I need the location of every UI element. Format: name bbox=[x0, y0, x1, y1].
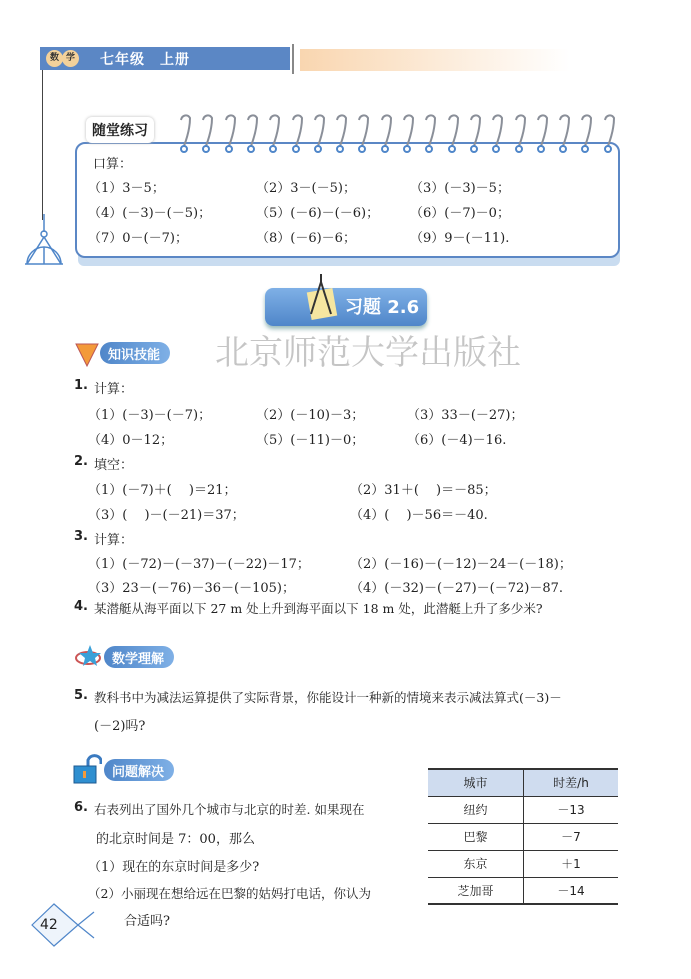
question-item: （3）( )－(－21)＝37； bbox=[88, 508, 245, 523]
question-item: （5）(－11)－0； bbox=[256, 433, 365, 448]
spiral-binding-icon bbox=[557, 108, 571, 158]
question-item: （3）23－(－76)－36－(－105)； bbox=[88, 581, 295, 596]
table-cell: －14 bbox=[523, 877, 618, 904]
spiral-binding-icon bbox=[267, 108, 281, 158]
question-text: 教科书中为减法运算提供了实际背景，你能设计一种新的情境来表示减法算式(－3)－ bbox=[94, 690, 562, 705]
question-title: 计算： bbox=[94, 382, 134, 397]
practice-item: （9）9－(－11). bbox=[410, 231, 510, 246]
question-item: （1）(－3)－(－7)； bbox=[88, 408, 212, 423]
spiral-binding-icon bbox=[535, 108, 549, 158]
table-cell: ＋1 bbox=[523, 850, 618, 877]
question-item: （4）( )－56＝－40. bbox=[350, 508, 488, 523]
table-cell: 纽约 bbox=[428, 796, 523, 823]
question-item: （1）现在的东京时间是多少? bbox=[88, 860, 260, 875]
table-cell: 巴黎 bbox=[428, 823, 523, 850]
header-bar bbox=[40, 47, 290, 70]
question-item: （4）(－32)－(－27)－(－72)－87. bbox=[350, 581, 564, 596]
compass-icon bbox=[303, 272, 339, 322]
header-decoration bbox=[300, 49, 570, 71]
table-header: 城市 bbox=[428, 769, 523, 796]
spiral-binding-icon bbox=[223, 108, 237, 158]
question-number: 1. bbox=[74, 378, 88, 393]
section-problem-solving: 问题解决 bbox=[104, 759, 174, 781]
table-cell: －13 bbox=[523, 796, 618, 823]
question-text: 右表列出了国外几个城市与北京的时差. 如果现在 bbox=[94, 802, 365, 817]
subject-badge: 数 bbox=[46, 50, 63, 67]
question-item: （2）(－10)－3； bbox=[256, 408, 365, 423]
question-item: （1）(－7)＋( )＝21； bbox=[88, 483, 237, 498]
question-item: （4）0－12； bbox=[88, 433, 174, 448]
practice-label: 随堂练习 bbox=[86, 117, 154, 143]
table-row bbox=[428, 877, 618, 904]
spiral-binding-icon bbox=[423, 108, 437, 158]
spiral-binding-icon bbox=[356, 108, 370, 158]
page-number: 42 bbox=[40, 917, 58, 933]
table-row bbox=[428, 850, 618, 877]
practice-item: （2）3－(－5)； bbox=[256, 181, 356, 196]
exercise-banner bbox=[265, 288, 427, 326]
question-title: 填空： bbox=[94, 458, 134, 473]
practice-intro: 口算： bbox=[93, 157, 133, 172]
question-item: 合适吗? bbox=[124, 914, 170, 929]
compass-tower-icon bbox=[22, 212, 66, 267]
spiral-binding-icon bbox=[334, 108, 348, 158]
spiral-binding-icon bbox=[446, 108, 460, 158]
practice-item: （4）(－3)－(－5)； bbox=[88, 206, 212, 221]
spiral-binding-icon bbox=[379, 108, 393, 158]
question-text: 的北京时间是 7：00，那么 bbox=[96, 832, 255, 847]
spiral-binding-icon bbox=[513, 108, 527, 158]
question-number: 3. bbox=[74, 529, 88, 544]
exercise-title: 习题 2.6 bbox=[345, 297, 420, 318]
spiral-binding-icon bbox=[178, 108, 192, 158]
practice-item: （6）(－7)－0； bbox=[410, 206, 510, 221]
question-text: (－2)吗? bbox=[94, 719, 146, 734]
practice-item: （1）3－5； bbox=[88, 181, 165, 196]
publisher-watermark: 北京师范大学出版社 bbox=[215, 333, 521, 373]
practice-item: （5）(－6)－(－6)； bbox=[256, 206, 380, 221]
table-cell: －7 bbox=[523, 823, 618, 850]
question-item: （2）小丽现在想给远在巴黎的姑妈打电话，你认为 bbox=[88, 886, 371, 901]
spiral-binding-icon bbox=[579, 108, 593, 158]
table-cell: 东京 bbox=[428, 850, 523, 877]
section-math-understanding: 数学理解 bbox=[104, 646, 174, 668]
question-item: （1）(－72)－(－37)－(－22)－17； bbox=[88, 557, 310, 572]
spiral-binding-icon bbox=[312, 108, 326, 158]
table-row bbox=[428, 823, 618, 850]
book-title: 七年级 上册 bbox=[100, 52, 190, 68]
question-item: （6）(－4)－16. bbox=[407, 433, 507, 448]
spiral-binding-icon bbox=[401, 108, 415, 158]
table-row bbox=[428, 796, 618, 823]
spiral-binding-icon bbox=[200, 108, 214, 158]
question-text: 某潜艇从海平面以下 27 m 处上升到海平面以下 18 m 处，此潜艇上升了多少米? bbox=[94, 601, 543, 616]
question-number: 6. bbox=[74, 800, 88, 815]
table-cell: 芝加哥 bbox=[428, 877, 523, 904]
time-difference-table bbox=[428, 768, 618, 905]
unlocked-padlock-icon bbox=[72, 752, 102, 784]
question-number: 5. bbox=[74, 688, 88, 703]
practice-item: （8）(－6)－6； bbox=[256, 231, 356, 246]
spiral-binding-icon bbox=[290, 108, 304, 158]
spiral-binding-icon bbox=[602, 108, 616, 158]
practice-item: （3）(－3)－5； bbox=[410, 181, 510, 196]
question-number: 2. bbox=[74, 454, 88, 469]
question-item: （2）31＋( )＝－85； bbox=[350, 483, 497, 498]
question-title: 计算： bbox=[94, 533, 134, 548]
spiral-binding-icon bbox=[490, 108, 504, 158]
kite-icon bbox=[74, 340, 100, 368]
header-divider bbox=[292, 44, 294, 74]
table-header: 时差/h bbox=[523, 769, 618, 796]
question-item: （3）33－(－27)； bbox=[407, 408, 524, 423]
margin-line bbox=[42, 70, 43, 220]
subject-badge: 学 bbox=[62, 50, 79, 67]
question-item: （2）(－16)－(－12)－24－(－18)； bbox=[350, 557, 572, 572]
spiral-binding-icon bbox=[468, 108, 482, 158]
question-number: 4. bbox=[74, 599, 88, 614]
star-orbit-icon bbox=[74, 643, 102, 669]
section-knowledge-skills: 知识技能 bbox=[100, 342, 170, 364]
practice-item: （7）0－(－7)； bbox=[88, 231, 188, 246]
spiral-binding-icon bbox=[245, 108, 259, 158]
